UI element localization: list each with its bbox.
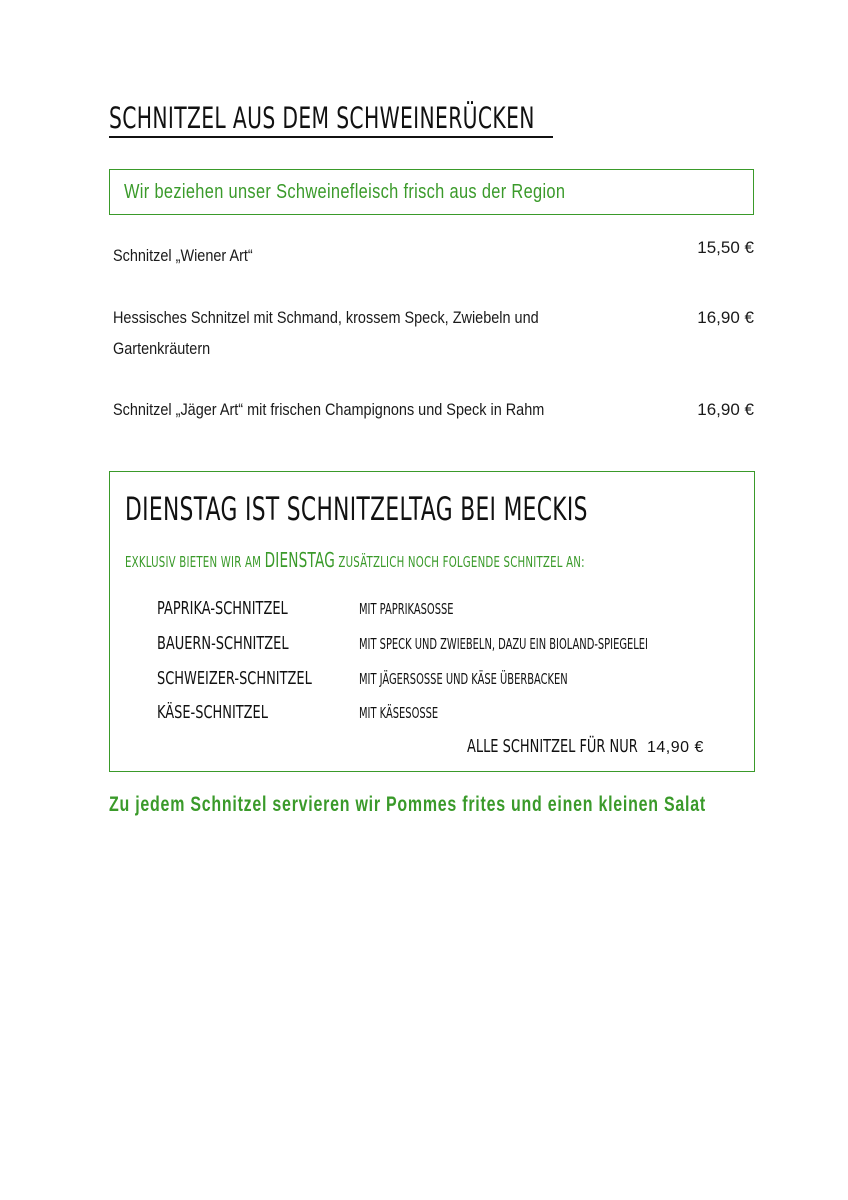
special-description: MIT JÄGERSOSSE UND KÄSE ÜBERBACKEN [359, 670, 568, 688]
special-name: KÄSE-SCHNITZEL [157, 702, 268, 723]
special-row-kaese [157, 702, 737, 732]
promo-price-line [467, 736, 704, 757]
special-name: SCHWEIZER-SCHNITZEL [157, 668, 312, 689]
schnitzeltag-promo-box [109, 471, 755, 772]
menu-item-wiener [113, 240, 758, 271]
menu-item-jaeger [113, 394, 758, 425]
promo-title: DIENSTAG IST SCHNITZELTAG BEI MECKIS [125, 490, 588, 528]
menu-item-price: 16,90 € [697, 400, 754, 419]
title-underline [109, 136, 553, 138]
special-description: MIT PAPRIKASOSSE [359, 600, 454, 618]
region-notice-text: Wir beziehen unser Schweinefleisch frisch aus der Region [124, 181, 566, 203]
special-description: MIT KÄSESOSSE [359, 704, 439, 722]
special-row-paprika [157, 598, 737, 628]
special-row-bauern [157, 633, 737, 663]
side-dish-note: Zu jedem Schnitzel servieren wir Pommes frites und einen kleinen Salat [109, 793, 706, 816]
special-name: PAPRIKA-SCHNITZEL [157, 598, 288, 619]
promo-subtitle [125, 548, 585, 572]
special-name: BAUERN-SCHNITZEL [157, 633, 289, 654]
promo-subtitle-end: ZUSÄTZLICH NOCH FOLGENDE SCHNITZEL AN: [334, 553, 585, 571]
page-title: SCHNITZEL AUS DEM SCHWEINERÜCKEN [109, 101, 535, 135]
region-notice-box [109, 169, 754, 215]
menu-item-hessisch [113, 302, 758, 364]
menu-item-price: 15,50 € [697, 238, 754, 257]
menu-item-price: 16,90 € [697, 308, 754, 327]
promo-subtitle-start: EXKLUSIV BIETEN WIR AM [125, 553, 265, 571]
menu-item-name: Schnitzel „Jäger Art“ mit frischen Champignons und Speck in Rahm [113, 400, 545, 419]
menu-item-name: Schnitzel „Wiener Art“ [113, 246, 253, 265]
promo-price-value: 14,90 € [647, 739, 704, 756]
special-row-schweizer [157, 668, 737, 698]
menu-item-name-continued: Gartenkräutern [113, 339, 211, 358]
menu-item-name: Hessisches Schnitzel mit Schmand, krossem Speck, Zwiebeln und [113, 308, 539, 327]
promo-subtitle-day: DIENSTAG [264, 548, 335, 572]
special-description: MIT SPECK UND ZWIEBELN, DAZU EIN BIOLAND-SPIEGELEI [359, 635, 648, 653]
promo-price-label: ALLE SCHNITZEL FÜR NUR [467, 736, 638, 757]
